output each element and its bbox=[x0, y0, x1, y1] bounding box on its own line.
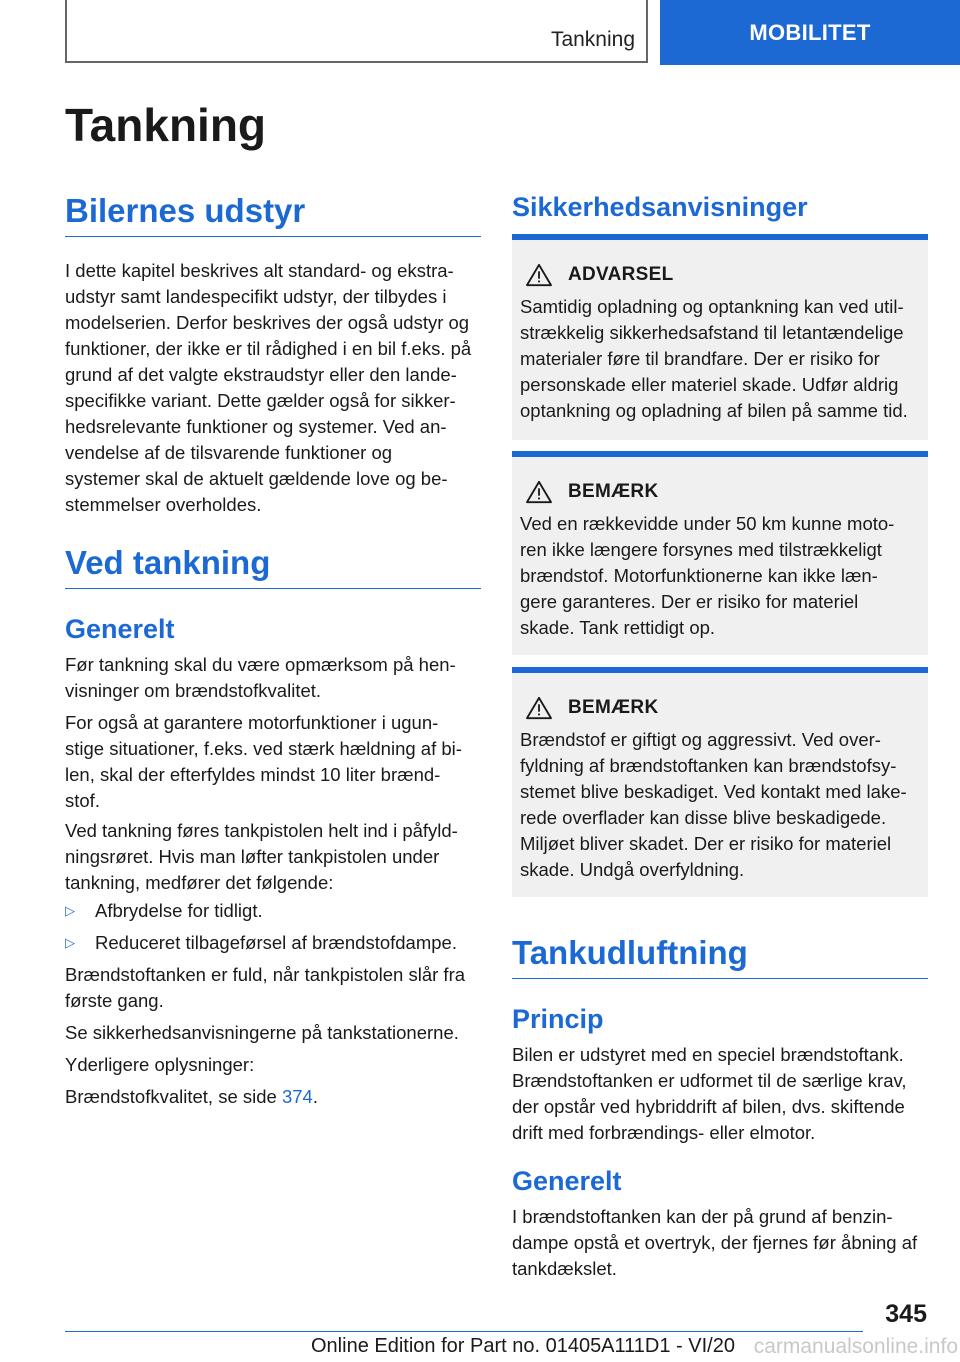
list-item: ▷ Afbrydelse for tidligt. bbox=[65, 898, 481, 924]
paragraph-generelt-2: For også at garantere motorfunktioner i ugun- stige situationer, f.eks. ved stærk hældning af bi- len, skal der efterfyldes mindst 10 liter brænd- stof. bbox=[65, 712, 462, 811]
paragraph-generelt-tank: I brændstoftanken kan der på grund af benzin- dampe opstå et overtryk, der fjernes før åbning af tankdækslet. bbox=[512, 1206, 918, 1279]
watermark: carmanualsonline.info bbox=[753, 1335, 958, 1358]
page-link-374[interactable]: 374 bbox=[281, 1086, 313, 1107]
footer-divider bbox=[65, 1331, 863, 1332]
paragraph-generelt-3: Ved tankning føres tankpistolen helt ind i påfyld- ningsrøret. Hvis man løfter tankpistolen under tankning, medfører det følgende: bbox=[65, 820, 458, 893]
notice-body: Brændstof er giftigt og aggressivt. Ved over- fyldning af brændstoftanken kan brændstofsy- stemet blive beskadiget. Ved kontakt med lake- rede overflader kan disse blive beskadigede. Miljøet bliver skadet. Der er risiko for materiel skade. Undgå overfyldning. bbox=[520, 729, 907, 880]
heading-princip: Princip bbox=[512, 1004, 604, 1034]
heading-sikkerhedsanvisninger: Sikkerhedsanvisninger bbox=[512, 192, 808, 222]
heading-generelt-2: Generelt bbox=[512, 1166, 622, 1196]
warning-notice bbox=[512, 234, 928, 440]
caution-notice bbox=[512, 667, 928, 897]
paragraph-yderligere: Yderligere oplysninger: bbox=[65, 1054, 255, 1075]
heading-bilernes-udstyr: Bilernes udstyr bbox=[65, 192, 481, 237]
triangle-bullet-icon: ▷ bbox=[65, 935, 75, 950]
notice-body: Ved en rækkevidde under 50 km kunne moto- ren ikke længere forsynes med tilstrækkeligt brændstof. Motorfunktionerne kan ikke læn- gere garanteres. Der er risiko for materiel skade. Tank rettidigt op. bbox=[520, 513, 895, 638]
page-title: Tankning bbox=[65, 99, 267, 151]
footer-edition: Online Edition for Part no. 01405A111D1 - VI/20 bbox=[311, 1335, 735, 1357]
notice-body: Samtidig opladning og optankning kan ved util- strækkelig sikkerhedsafstand til letantændelige materialer føre til brandfare. Der er risiko for personskade eller materiel skade. Udfør aldrig optankning og opladning af bilen på samme tid. bbox=[520, 296, 908, 421]
triangle-bullet-icon: ▷ bbox=[65, 903, 75, 918]
warning-triangle-icon bbox=[524, 696, 554, 720]
heading-ved-tankning: Ved tankning bbox=[65, 544, 481, 589]
notice-label: ADVARSEL bbox=[568, 264, 674, 285]
header-section-title: Tankning bbox=[550, 28, 635, 51]
paragraph-princip: Bilen er udstyret med en speciel brændstoftank. Brændstoftanken er udformet til de særlige krav, der opstår ved hybriddrift af bilen, dvs. skiftende drift med forbrændings- eller elmotor. bbox=[512, 1044, 907, 1143]
warning-triangle-icon bbox=[524, 480, 554, 504]
warning-triangle-icon bbox=[524, 263, 554, 287]
paragraph-udstyr: I dette kapitel beskrives alt standard- og ekstra- udstyr samt landespecifikt udstyr, der tilbydes i modelserien. Derfor beskrives der også udstyr og funktioner, der ikke er til rådighed i en bil f.eks. på grund af det valgte ekstraudstyr eller den lande- specifikke variant. Dette gælder også for sikker- hedsrelevante funktioner og systemer. Ved an- vendelse af de tilsvarende funktioner og systemer skal de aktuelt gældende love og be- stemmelser overholdes. bbox=[65, 260, 472, 515]
paragraph-tank-fuld: Brændstoftanken er fuld, når tankpistolen slår fra første gang. bbox=[65, 964, 466, 1011]
paragraph-generelt-1: Før tankning skal du være opmærksom på hen- visninger om brændstofkvalitet. bbox=[65, 654, 456, 701]
list-item: ▷ Reduceret tilbageførsel af brændstofdampe. bbox=[65, 930, 481, 956]
paragraph-sikkerhed-ref: Se sikkerhedsanvisningerne på tankstationerne. bbox=[65, 1022, 459, 1043]
notice-label: BEMÆRK bbox=[568, 481, 659, 502]
paragraph-braendstofkvalitet: Brændstofkvalitet, se side 374. bbox=[65, 1086, 318, 1107]
header-tab-mobilitet[interactable]: MOBILITET bbox=[660, 0, 960, 65]
caution-notice bbox=[512, 451, 928, 655]
heading-generelt: Generelt bbox=[65, 614, 175, 644]
notice-label: BEMÆRK bbox=[568, 697, 659, 718]
page-number: 345 bbox=[885, 1300, 927, 1328]
heading-tankudluftning: Tankudluftning bbox=[512, 934, 928, 979]
